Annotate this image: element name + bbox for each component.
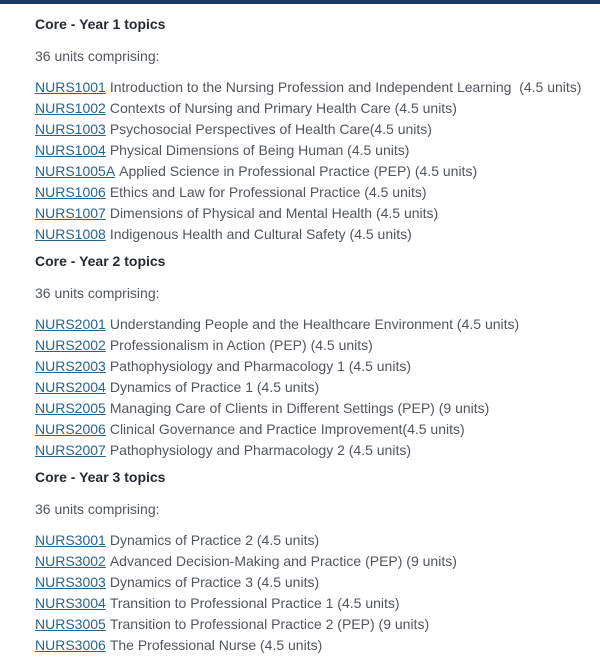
course-line <box>35 161 582 182</box>
section-heading: Core - Year 3 topics <box>35 469 166 485</box>
course-line <box>35 614 582 635</box>
course-code-link[interactable]: NURS1004 <box>35 142 106 158</box>
course-code-link[interactable]: NURS2005 <box>35 400 106 416</box>
course-code-link[interactable]: NURS1002 <box>35 100 106 116</box>
course-line <box>35 440 582 461</box>
course-sections <box>0 4 600 656</box>
section-heading: Core - Year 1 topics <box>35 16 166 32</box>
course-title: Understanding People and the Healthcare Environment (4.5 units) <box>109 316 520 332</box>
course-code-link[interactable]: NURS1006 <box>35 184 106 200</box>
course-title: Dynamics of Practice 1 (4.5 units) <box>109 379 320 395</box>
course-line <box>35 377 582 398</box>
course-title: Transition to Professional Practice 1 (4.5 units) <box>109 595 400 611</box>
course-code-link[interactable]: NURS1003 <box>35 121 106 137</box>
topic-section <box>35 467 582 656</box>
course-title: Dimensions of Physical and Mental Health (4.5 units) <box>109 205 439 221</box>
course-code-link[interactable]: NURS2001 <box>35 316 106 332</box>
course-title: Ethics and Law for Professional Practice (4.5 units) <box>109 184 427 200</box>
course-title: Advanced Decision-Making and Practice (PEP) (9 units) <box>109 553 457 569</box>
course-code-link[interactable]: NURS1005A <box>35 163 116 179</box>
course-line <box>35 419 582 440</box>
course-code-link[interactable]: NURS3001 <box>35 532 106 548</box>
course-title: Managing Care of Clients in Different Settings (PEP) (9 units) <box>109 400 490 416</box>
course-title: Professionalism in Action (PEP) (4.5 units) <box>109 337 373 353</box>
course-line <box>35 98 582 119</box>
course-code-link[interactable]: NURS3006 <box>35 637 106 653</box>
course-line <box>35 182 582 203</box>
course-title: Pathophysiology and Pharmacology 1 (4.5 units) <box>109 358 412 374</box>
course-code-link[interactable]: NURS2004 <box>35 379 106 395</box>
course-line <box>35 551 582 572</box>
course-code-link[interactable]: NURS1007 <box>35 205 106 221</box>
topic-section <box>35 14 582 245</box>
course-line <box>35 356 582 377</box>
section-heading: Core - Year 2 topics <box>35 253 166 269</box>
course-list <box>35 314 582 461</box>
course-code-link[interactable]: NURS1001 <box>35 79 106 95</box>
course-line <box>35 140 582 161</box>
course-title: Transition to Professional Practice 2 (PEP) (9 units) <box>109 616 430 632</box>
course-line <box>35 572 582 593</box>
course-line <box>35 77 582 98</box>
course-list <box>35 530 582 656</box>
course-code-link[interactable]: NURS1008 <box>35 226 106 242</box>
course-code-link[interactable]: NURS2007 <box>35 442 106 458</box>
course-line <box>35 635 582 656</box>
course-code-link[interactable]: NURS3005 <box>35 616 106 632</box>
course-code-link[interactable]: NURS2006 <box>35 421 106 437</box>
course-code-link[interactable]: NURS3003 <box>35 574 106 590</box>
topic-section <box>35 251 582 461</box>
course-title: The Professional Nurse (4.5 units) <box>109 637 323 653</box>
course-title: Clinical Governance and Practice Improvement(4.5 units) <box>109 421 465 437</box>
course-title: Applied Science in Professional Practice (PEP) (4.5 units) <box>119 163 478 179</box>
section-intro: 36 units comprising: <box>35 285 160 301</box>
course-line <box>35 398 582 419</box>
course-title: Dynamics of Practice 2 (4.5 units) <box>109 532 320 548</box>
course-line <box>35 119 582 140</box>
course-title: Psychosocial Perspectives of Health Care(4.5 units) <box>109 121 432 137</box>
course-title: Introduction to the Nursing Profession and Independent Learning (4.5 units) <box>109 79 582 95</box>
course-code-link[interactable]: NURS2003 <box>35 358 106 374</box>
course-line <box>35 203 582 224</box>
section-intro: 36 units comprising: <box>35 501 160 517</box>
course-line <box>35 530 582 551</box>
course-line <box>35 335 582 356</box>
course-title: Physical Dimensions of Being Human (4.5 units) <box>109 142 410 158</box>
course-code-link[interactable]: NURS3002 <box>35 553 106 569</box>
section-intro: 36 units comprising: <box>35 48 160 64</box>
course-title: Indigenous Health and Cultural Safety (4.5 units) <box>109 226 412 242</box>
course-code-link[interactable]: NURS3004 <box>35 595 106 611</box>
course-list <box>35 77 582 245</box>
course-title: Pathophysiology and Pharmacology 2 (4.5 units) <box>109 442 412 458</box>
course-line <box>35 224 582 245</box>
course-title: Contexts of Nursing and Primary Health Care (4.5 units) <box>109 100 457 116</box>
course-line <box>35 593 582 614</box>
course-title: Dynamics of Practice 3 (4.5 units) <box>109 574 320 590</box>
course-code-link[interactable]: NURS2002 <box>35 337 106 353</box>
course-line <box>35 314 582 335</box>
